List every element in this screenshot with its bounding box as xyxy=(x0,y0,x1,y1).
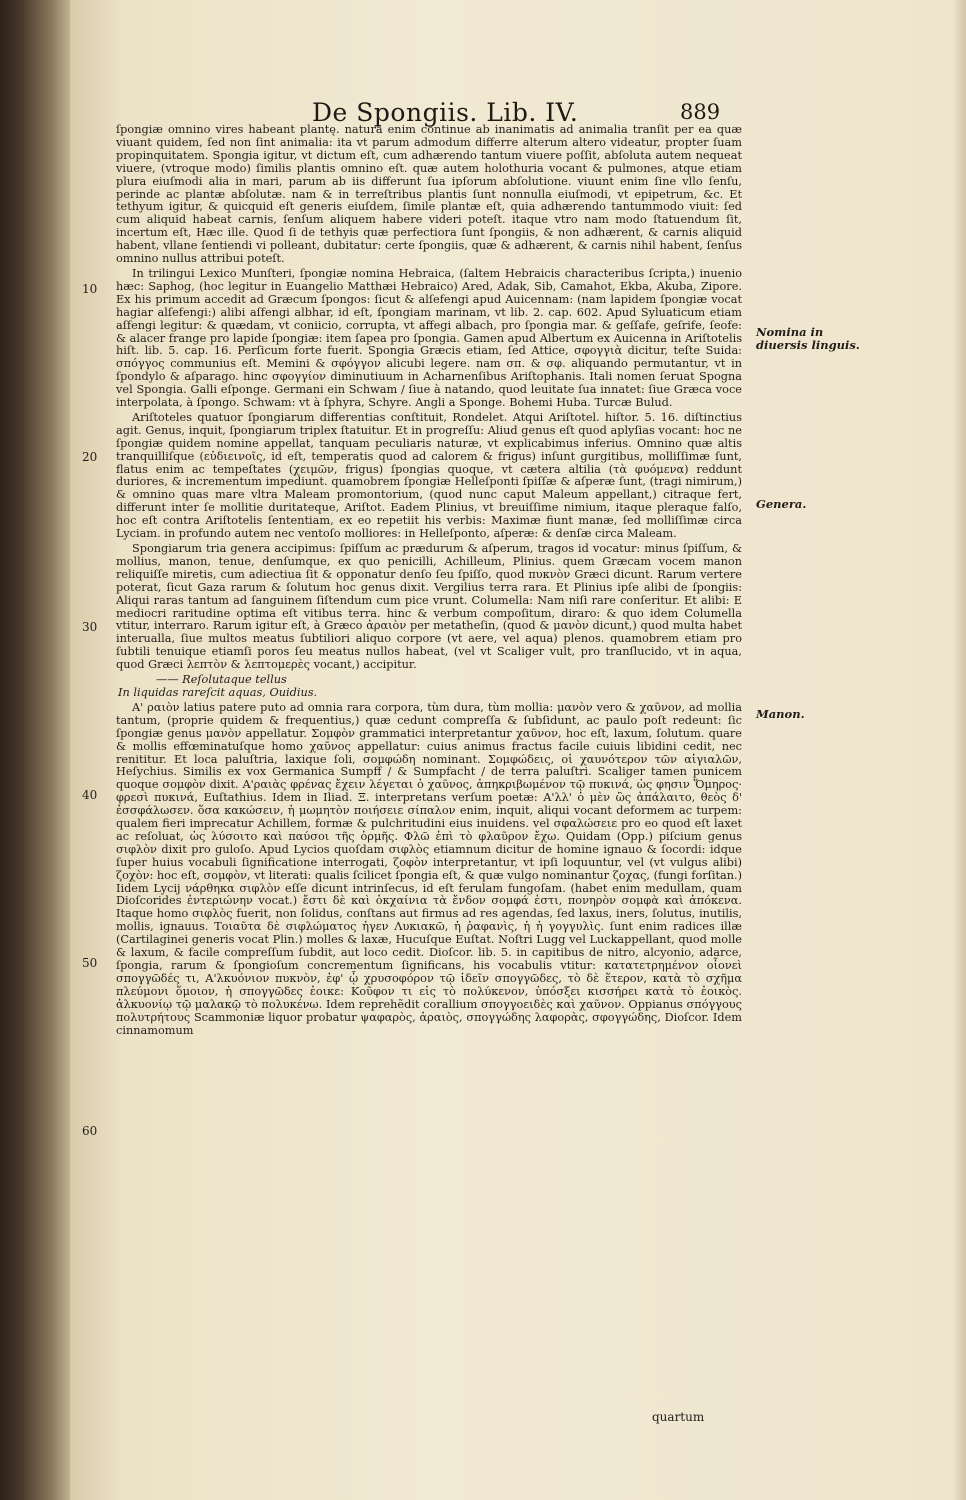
paragraph: Α' ραιὸν latius patere puto ad omnia rara corpora, tùm dura, tùm mollia: μανὸν vero & χαῦνον, ad mollia tantum, (proprie quidem & frequentius,) quæ cedunt compreſſa & ſubſidunt, ac paulo poſt redeunt: ſic ſpongiæ genus μανὸν appellatur. Σομφὸν grammatici interpretantur χαῦνον, hoc eſt, laxum, ſolutum. quare & mollis effœminatuſque homo χαῦνος appellatur: cuius animus fractus facile cuiuis libidini cedit, nec renititur. Et loca paluſtria, laxique ſoli, σομφώδη nominant. Σομφώδεις, οἱ χαυνότερον τῶν αἰγιαλῶν, Heſychius. Similis ex vox Germanica Sumpff / & Sumpfacht / de terra paluſtri. Scaliger tamen punicem quoque σομφὸν dixit. Α'ραιὰς φρένας ἔχειν λέγεται ὁ χαῦνος, ἀπηκριβωμένον τῷ πυκινά, ὡς φησιν Ὅμηρος· φρεσὶ πυκινά, Euſtathius. Idem in Iliad. Ξ. interpretans verſum poetæ: Α'λλ' ὁ μὲν ὣς ἀπάλαιτο, θεὸς δ' ἐσσφάλωσεν. ὅσα κακώσειν, ἡ μωμητὸν ποιήσειε σίπαλον enim, inquit, aliqui vocant deformem ac turpem: qualem fieri imprecatur Achillem, formæ & pulchritudini eius inuidens. vel σφαλώσειε pro eo quod eſt laxet ac reſoluat, ὡς λύσοιτο καὶ παύσοι τῆς ὁρμῆς. Φλῶ ἐπὶ τὸ φλαῦρον ἔχω. Quidam (Opp.) piſcium genus σιφλὸν dixit pro guloſo. Apud Lycios quoſdam σιφλὸς etiamnum dicitur de homine ignauo & ſocordi: idque ſuper huius vocabuli ſignificatione interrogati, ζοφὸν interpretantur, vt ipſi loquuntur, vel (vt vulgus alibi) ζοχὸν: hoc eſt, σομφὸν, vt literati: qualis ſcilicet ſpongia eſt, & quæ vulgo nominantur ζοχας, (fungi forſitan.) Iidem Lycij νάρθηκα σιφλὸν eſſe dicunt intrinſecus, id eſt ferulam fungoſam. (habet enim medullam, quam Dioſcorides ἐντεριώνην vocat.) ἔστι δὲ καὶ ὁκχαίνια τὰ ἔνδον σομφά ἐστι, πονηρὸν σομφὰ καὶ ἀπόκενα. Itaque homo σιφλὸς fuerit, non ſolidus, conſtans aut firmus ad res agendas, ſed laxus, iners, ſolutus, inutilis, mollis, ignauus. Τοιαῦτα δὲ σιφλώματος ἠγεν Λυκιακῶ, ἡ ῥαφανὶς, ἡ ἡ γογγυλὶς. ſunt enim radices illæ (Cartilaginei generis vocat Plin.) molles & laxæ, Hucuſque Euſtat. Noſtri Lugg vel Luckappellant, quod molle & laxum, & facile compreſſum ſubdit, aut loco cedit. Dioſcor. lib. 5. in capitibus de nitro, alcyonio, adarce, ſpongia, rarum & ſpongioſum concrementum ſignificans, his vocabulis vtitur: κατατετρημένον οἷονεὶ σπογγῶδές τι, Α'λκυόνιον πυκνὸν, ἐφ' ᾧ χρυσοφόρον τῷ ἰδεῖν σπογγῶδες, τὸ δὲ ἕτερον, κατὰ τὸ σχῆμα πλεύμονι ὅμοιον, ἡ σπογγῶδες ἐοικε: Κοῦφον τι εἰς τὸ πολύκενον, ὑπόσξει κισσήρει κατὰ τὸ ἐοικὸς. ἀλκυονίῳ τῷ μαλακῷ τὸ πολυκένω. Idem reprehẽdit corallium σπογγοειδὲς καὶ χαῦνον. Oppianus σπόγγους πολυτρήτους Scammoniæ liquor probatur ψαφαρὸς, ἀραιὸς, σπογγώδης λαφορὰς, σφογγώδης, Dioſcor. Idem cinnamomum xyxy=(116,700,742,1037)
book-spine xyxy=(0,0,74,1500)
line-number: 40 xyxy=(82,788,98,802)
catchword: quartum xyxy=(652,1410,705,1424)
folio-number: 889 xyxy=(680,100,721,124)
paragraph: Spongiarum tria genera accipimus: ſpiſſum ac prædurum & aſperum, tragos id vocatur: minus ſpiſſum, & mollius, manon, tenue, denſumque, ex quo penicilli, Achilleum, Plinius. quem Græcam vocem manon reliquiſſe miretis, cum adiectiua ſit & opponatur denſo ſeu ſpiſſo, quod πυκνὸν Græci dicunt. Rarum vertere poterat, ſicut Gaza rarum & ſolutum hoc genus dixit. Vergilius terra rara. Et Plinius ipſe alibi de ſpongiis: Aliqui raras tantum ad ſanguinem ſiſtendum cum pice vrunt. Columella: Nam niſi rare conſeritur. Et alibi: E mediocri raritudine optima eſt vitibus terra. hinc & verbum compoſitum, diraro: & quo idem Columella vtitur, interraro. Rarum igitur eſt, à Græco ἀραιὸν per metatheſin, (quod & μανὸν dicunt,) quod multa habet interualla, ſiue multos meatus ſubtiliori aliquo corpore (vt aere, vel aqua) plenos. quamobrem etiam pro ſubtili tenuique etiamſi poros ſeu meatus nullos habeat, (vel vt Scaliger vult, pro tranſlucido, vt in aqua, quod Græci λεπτὸν & λεπτομερὲς vocant,) accipitur. xyxy=(116,542,742,672)
running-title: De Spongiis. Lib. IV. xyxy=(312,98,579,127)
paragraph: In trilingui Lexico Munſteri, ſpongiæ nomina Hebraica, (ſaltem Hebraicis characteribus ſcripta,) inuenio hæc: Saphog, (hoc legitur in Euangelio Matthæi Hebraico) Ared, Adak, Sib, Camahot, Ekba, Akuba, Zipore. Ex his primum accedit ad Græcum ſpongos: ſicut & alſefengi apud Auicennam: (nam lapidem ſpongiæ vocat hagiar alſefengi:) alibi aſfengi albhar, id eſt, ſpongiam marinam, vt lib. 2. cap. 602. Apud Syluaticum etiam aſfengi legitur: & quædam, vt coniicio, corrupta, vt affegi albach, pro ſpongia mar. & geſſafe, geſrife, ſeofe: & alacer frange pro lapide ſpongiæ: item ſapea pro ſpongia. Gamen apud Albertum ex Auicenna in Ariſtotelis hiſt. lib. 5. cap. 16. Perſicum forte fuerit. Spongia Græcis etiam, ſed Attice, σφογγιὰ dicitur, teſte Suida: σπόγγος communius eſt. Memini & σφόγγον alicubi legere. nam σπ. & σφ. aliquando permutantur, vt in ſpondylo & aſparago. hinc σφογγίον diminutiuum in Acharnenſibus Ariſtophanis. Itali nomen ſeruat Spogna vel Spongia. Galli eſponge. Germani ein Schwam / ſiue à natando, quod leuitate ſua innatet: ſiue Græca voce interpolata, à ſpongo. Schwam: vt à ſphyra, Schyre. Angli a Sponge. Bohemi Huba. Turcæ Bulud. xyxy=(116,266,742,410)
page-edge-shadow xyxy=(952,0,966,1500)
line-number: 10 xyxy=(82,282,98,296)
line-number: 30 xyxy=(82,620,98,634)
side-note: Genera. xyxy=(756,497,807,511)
line-number: 20 xyxy=(82,450,98,464)
side-note: Nomina in diuersis linguis. xyxy=(756,325,860,352)
main-text xyxy=(116,124,742,1037)
side-note: Manon. xyxy=(756,707,805,721)
verse-quote: —— Reſolutaque tellus xyxy=(156,673,287,687)
line-number: 60 xyxy=(82,1124,98,1138)
verse-quote: In liquidas rareſcit aquas, Ouidius. xyxy=(118,685,318,699)
paragraph: Ariſtoteles quatuor ſpongiarum differentias conſtituit, Rondelet. Atqui Ariſtotel. hiſtor. 5. 16. diſtinctius agit. Genus, inquit, ſpongiarum triplex ſtatuitur. Et in progreſſu: Aliud genus eſt quod aplyſias vocant: hoc ne ſpongiæ quidem nomine appellat, tanquam peculiaris naturæ, vt explicabimus inferius. Omnino quæ altis tranquilliſque (εὐδιεινοῖς, id eſt, temperatis quod ad calorem & frigus) inſunt gurgitibus, molliſſimæ ſunt, flatus enim ac tempeſtates (χειμῶν, frigus) ſpongias quoque, vt cætera altilia (τὰ φυόμενα) reddunt duriores, & incrementum impediunt. quamobrem ſpongiæ Helleſponti ſpiſſæ & aſperæ ſunt, (tragi nimirum,) & omnino quas mare vltra Maleam promontorium, (quod nunc caput Maleum appellant,) citraque fert, differunt inter ſe mollitie duritateque, Ariſtot. Eadem Plinius, vt breuiſſime nimium, itaque pleraque falſo, hoc eſt contra Ariſtotelis ſententiam, ex eo repetiit his verbis: Maximæ fiunt manæ, ſed molliſſimæ circa Lyciam. in profundo autem nec ventoſo molliores: in Helleſponto, aſperæ: & denſæ circa Maleam. xyxy=(116,410,742,541)
paragraph: ſpongiæ omnino vires habeant plantę. natura enim continue ab inanimatis ad animalia tranſit per ea quæ viuant quidem, ſed non ſint animalia: ita vt parum admodum differre alterum altero videatur, propter ſuam propinquitatem. Spongia igitur, vt dictum eſt, cum adhærendo tantum viuere poſſit, abſoluta autem nequeat viuere, (vtroque modo) ſimilis plantis omnino eſt. quæ autem holothuria vocant & pulmones, atque etiam plura eiuſmodi alia in mari, parum ab iis differunt ſua ipſorum abſolutione. viuunt enim ſine vllo ſenſu, perinde ac plantæ abſolutæ. nam & in terreſtribus plantis ſunt nonnulla eiuſmodi, vt epipetrum, &c. Et tethyum igitur, & quicquid eſt generis eiuſdem, ſimile plantæ eſt, quia adhærendo tantummodo viuit: ſed cum aliquid habeat carnis, ſenſum aliquem habere videri poteſt. itaque vtro nam modo ſtatuendum ſit, incertum eſt, Hæc ille. Quod ſi de tethyis quæ perfectiora ſunt ſpongiis, & non adhærent, & carnis aliquid habent, vllane ſentiendi vi polleant, dubitatur: certe ſpongiis, quæ & adhærent, & carnis nihil habent, ſenſus omnino nullus attribui poteſt. xyxy=(116,123,742,266)
line-number: 50 xyxy=(82,956,98,970)
